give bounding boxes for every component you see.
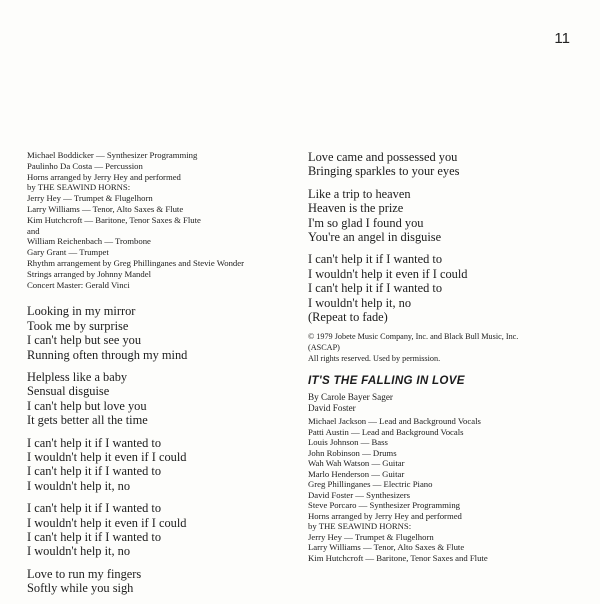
lyric-stanza xyxy=(308,252,578,324)
lyric-line: Helpless like a baby xyxy=(27,369,128,384)
credit-line: Patti Austin — Lead and Background Vocals xyxy=(308,426,464,437)
lyric-line: I can't help it if I wanted to xyxy=(27,464,162,479)
lyric-line: Took me by surprise xyxy=(27,318,129,333)
author-line: By Carole Bayer Sager xyxy=(308,392,393,403)
lyric-line: I'm so glad I found you xyxy=(308,215,424,230)
lyric-line: I can't help but see you xyxy=(27,333,142,348)
credit-line: Horns arranged by Jerry Hey and performed xyxy=(27,171,181,182)
credit-line: Gary Grant — Trumpet xyxy=(27,247,109,258)
left-lyrics-block xyxy=(27,304,295,595)
credit-line: Larry Williams — Tenor, Alto Saxes & Flute xyxy=(27,203,184,214)
lyric-line: Bringing sparkles to your eyes xyxy=(308,164,460,179)
lyric-line: I can't help but love you xyxy=(27,398,147,413)
credit-line: Larry Williams — Tenor, Alto Saxes & Flute xyxy=(308,542,465,553)
lyric-stanza xyxy=(27,501,295,559)
left-column xyxy=(27,150,295,604)
credit-line: by THE SEAWIND HORNS: xyxy=(27,182,131,193)
lyric-line: I can't help it if I wanted to xyxy=(27,501,162,516)
credit-line: Michael Boddicker — Synthesizer Programming xyxy=(27,150,198,160)
left-credits-block xyxy=(27,150,295,290)
lyric-stanza xyxy=(308,187,578,245)
right-lyrics-block xyxy=(308,150,578,324)
lyric-line: (Repeat to fade) xyxy=(308,310,388,325)
lyric-stanza xyxy=(27,370,295,428)
credit-line: Kim Hutchcroft — Baritone, Tenor Saxes and Flute xyxy=(308,552,488,563)
lyric-line: Love to run my fingers xyxy=(27,566,142,581)
lyric-stanza xyxy=(27,567,295,596)
lyric-line: Softly while you sigh xyxy=(27,581,134,596)
copyright-line: (ASCAP) xyxy=(308,343,340,353)
lyric-line: Love came and possessed you xyxy=(308,150,458,164)
credit-line: Jerry Hey — Trumpet & Flugelhorn xyxy=(308,531,434,542)
song-authors xyxy=(308,392,578,414)
song-title: IT'S THE FALLING IN LOVE xyxy=(308,374,465,388)
credit-line: Marlo Henderson — Guitar xyxy=(308,468,405,479)
credit-line: Louis Johnson — Bass xyxy=(308,437,388,448)
lyric-line: I can't help it if I wanted to xyxy=(308,252,443,267)
credit-line: and xyxy=(27,225,40,236)
copyright-line: © 1979 Jobete Music Company, Inc. and Black Bull Music, Inc. xyxy=(308,332,519,342)
credit-line: Jerry Hey — Trumpet & Flugelhorn xyxy=(27,193,153,204)
lyric-line: I wouldn't help it even if I could xyxy=(308,266,468,281)
lyric-line: Like a trip to heaven xyxy=(308,186,411,201)
right-column xyxy=(308,150,578,563)
credit-line: Kim Hutchcroft — Baritone, Tenor Saxes & Flute xyxy=(27,214,201,225)
lyric-line: Running often through my mind xyxy=(27,347,188,362)
credit-line: Horns arranged by Jerry Hey and performed xyxy=(308,510,462,521)
lyric-line: I wouldn't help it even if I could xyxy=(27,515,187,530)
credit-line: David Foster — Synthesizers xyxy=(308,489,411,500)
copyright-line: All rights reserved. Used by permission. xyxy=(308,353,441,363)
lyric-line: I wouldn't help it even if I could xyxy=(27,450,187,465)
credit-line: John Robinson — Drums xyxy=(308,447,397,458)
lyric-stanza xyxy=(308,150,578,179)
credit-line: Concert Master: Gerald Vinci xyxy=(27,279,130,290)
credit-line: Paulinho Da Costa — Percussion xyxy=(27,160,143,171)
page-number: 11 xyxy=(554,30,570,47)
credit-line: Greg Phillinganes — Electric Piano xyxy=(308,479,433,490)
credit-line: Strings arranged by Johnny Mandel xyxy=(27,268,152,279)
lyric-line: Sensual disguise xyxy=(27,384,110,399)
credit-line: by THE SEAWIND HORNS: xyxy=(308,521,412,532)
lyric-line: I wouldn't help it, no xyxy=(308,295,412,310)
right-credits-block xyxy=(308,416,578,563)
lyric-line: I wouldn't help it, no xyxy=(27,544,131,559)
lyric-stanza xyxy=(27,304,295,362)
lyric-line: I can't help it if I wanted to xyxy=(27,435,162,450)
credit-line: Rhythm arrangement by Greg Phillinganes and Stevie Wonder xyxy=(27,257,245,268)
lyric-line: It gets better all the time xyxy=(27,413,148,428)
lyric-line: I can't help it if I wanted to xyxy=(27,530,162,545)
credit-line: Steve Porcaro — Synthesizer Programming xyxy=(308,500,461,511)
author-line: David Foster xyxy=(308,403,356,414)
copyright-notice xyxy=(308,332,578,364)
lyric-line: I can't help it if I wanted to xyxy=(308,281,443,296)
lyric-line: You're an angel in disguise xyxy=(308,230,442,245)
credit-line: Michael Jackson — Lead and Background Vocals xyxy=(308,416,481,427)
lyric-line: Heaven is the prize xyxy=(308,201,404,216)
lyric-stanza xyxy=(27,436,295,494)
credit-line: William Reichenbach — Trombone xyxy=(27,236,151,247)
lyric-line: Looking in my mirror xyxy=(27,304,136,319)
credit-line: Wah Wah Watson — Guitar xyxy=(308,458,405,469)
lyric-line: I wouldn't help it, no xyxy=(27,478,131,493)
